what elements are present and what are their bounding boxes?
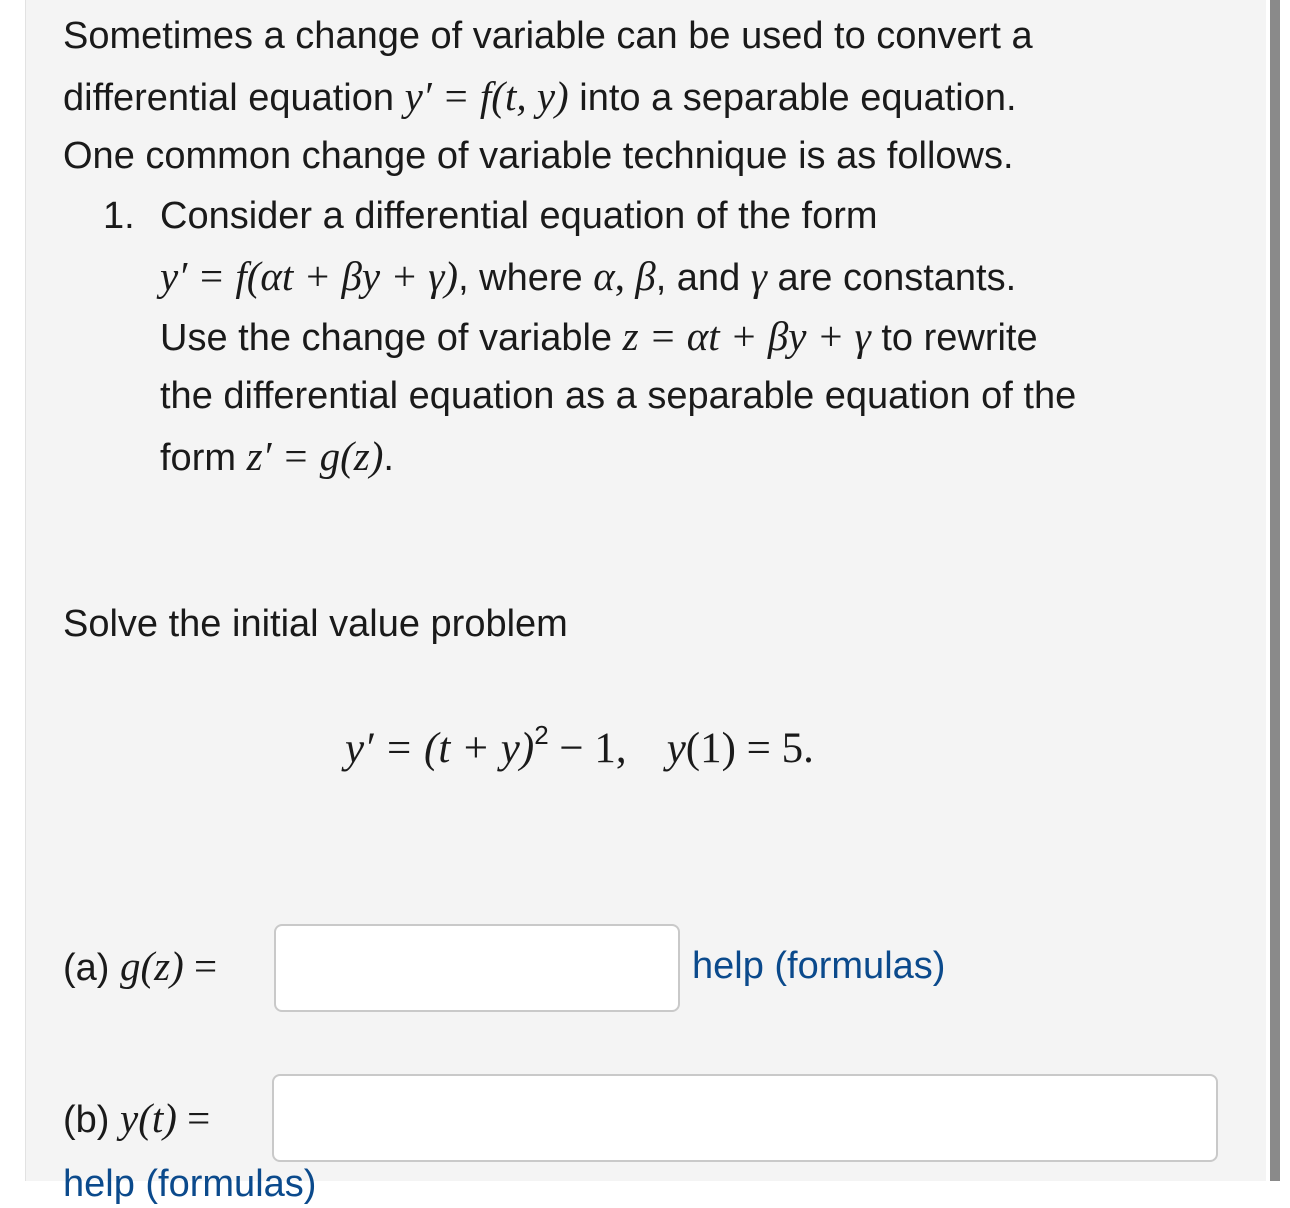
step-1-line-2 [160,252,1016,302]
part-b-letter: (b) [63,1099,120,1141]
intro-line-3: One common change of variable technique is as follows. [63,135,1014,177]
step-1-text-period: . [383,437,394,479]
part-b-label [63,1094,210,1144]
ivp-ic-y: y [666,725,686,772]
step-1-text-form: form [160,437,247,479]
step-1-line-4: the differential equation as a separable equation of the [160,375,1077,417]
intro-line-2-tail: into a separable equation. [568,77,1017,119]
math-substitution: z = αt + βy + γ [622,313,871,359]
step-1-line-3 [160,312,1038,362]
math-beta: β [635,253,656,299]
answer-a-input[interactable] [274,924,680,1012]
math-comma: , [614,253,636,299]
intro-line-1: Sometimes a change of variable can be used to convert a [63,15,1033,57]
step-1-line-5 [160,432,394,482]
step-1-text-use: Use the change of variable [160,317,623,359]
part-b-math: y(t) [120,1095,177,1141]
intro-line-2-text: differential equation [63,77,405,119]
math-ode-general: y′ = f(t, y) [404,73,569,119]
step-1-line-1: Consider a differential equation of the form [160,195,878,237]
part-b-equals: = [176,1095,211,1141]
part-a-math: g(z) [120,943,184,989]
step-1-number: 1. [103,195,135,237]
math-separable-form: z′ = g(z) [246,433,384,479]
ivp-exponent: 2 [534,720,549,750]
ivp-equation [345,708,814,776]
ivp-ode-lhs: y′ = (t + y) [345,725,535,772]
answer-b-input[interactable] [272,1074,1218,1162]
math-alpha: α [593,253,615,299]
math-gamma: γ [750,253,767,299]
ivp-ic-value: (1) = 5. [685,725,814,772]
part-a-letter: (a) [63,947,120,989]
ivp-prompt: Solve the initial value problem [63,603,568,645]
help-formulas-link-a[interactable]: help (formulas) [692,945,946,987]
part-a-label [63,942,217,992]
step-1-text-and: , and [655,257,751,299]
part-a-equals: = [183,943,218,989]
step-1-text-rewrite: to rewrite [870,317,1038,359]
math-ode-form: y′ = f(αt + βy + γ) [160,253,459,299]
help-formulas-link-b[interactable]: help (formulas) [63,1163,317,1205]
intro-line-2 [63,72,1017,122]
step-1-text-where: , where [458,257,594,299]
step-1-text-constants: are constants. [766,257,1017,299]
ivp-ode-tail: − 1, [548,725,627,772]
scrollbar[interactable] [1270,0,1280,1181]
